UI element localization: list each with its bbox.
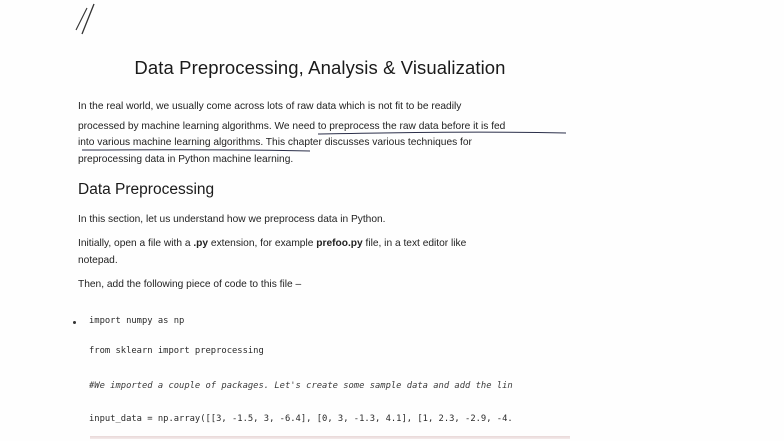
intro-line-3: into various machine learning algorithms. This chapter discusses various techniques for xyxy=(78,137,472,148)
intro-line-2: processed by machine learning algorithms. We need to preprocess the raw data before it is fed xyxy=(78,121,506,132)
instruction-text xyxy=(78,238,466,249)
section-intro-text: In this section, let us understand how we preprocess data in Python. xyxy=(78,214,386,225)
code-line-import-preprocessing: from sklearn import preprocessing xyxy=(89,346,264,356)
file-name: prefoo.py xyxy=(316,238,363,249)
instruction-part: file, in a text editor like xyxy=(362,238,467,249)
intro-line-4: preprocessing data in Python machine learning. xyxy=(78,154,294,165)
instruction-text-continued: notepad. xyxy=(78,255,118,266)
intro-line-1: In the real world, we usually come across lots of raw data which is not fit to be readily xyxy=(78,101,462,112)
instruction-part: Initially, open a file with a xyxy=(78,238,194,249)
section-heading: Data Preprocessing xyxy=(78,181,215,198)
code-line-input-data: input_data = np.array([[3, -1.5, 3, -6.4], [0, 3, -1.3, 4.1], [1, 2.3, -2.9, -4. xyxy=(89,414,513,424)
then-text: Then, add the following piece of code to this file – xyxy=(78,279,302,290)
page-title: Data Preprocessing, Analysis & Visualization xyxy=(134,57,506,78)
instruction-part: extension, for example xyxy=(208,238,317,249)
code-line-import-numpy: import numpy as np xyxy=(89,316,185,326)
code-line-comment: #We imported a couple of packages. Let's create some sample data and add the lin xyxy=(89,381,513,391)
page-bottom-edge xyxy=(90,436,570,439)
pen-mark-icon xyxy=(72,0,102,40)
stray-dot-mark xyxy=(73,321,76,324)
file-extension: .py xyxy=(193,238,209,249)
